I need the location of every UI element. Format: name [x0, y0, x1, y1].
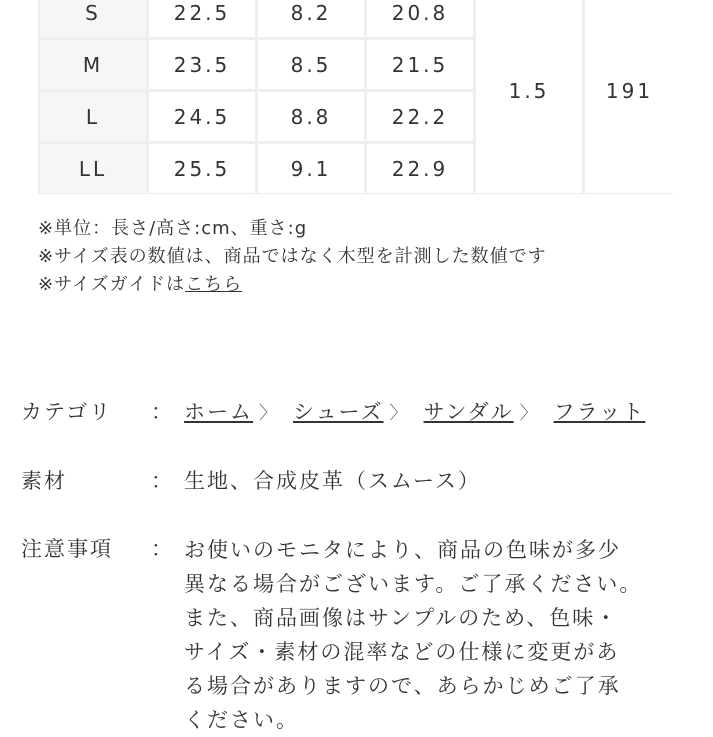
caution-line: 異なる場合がございます。ご了承ください。 — [184, 572, 643, 596]
caution-line: また、商品画像はサンプルのため、色味・ — [184, 606, 619, 630]
measure-note: ※サイズ表の数値は、商品ではなく木型を計測した数値です — [38, 246, 547, 267]
breadcrumb-separator: 〉 — [389, 403, 410, 424]
size-cell-ll: LL — [40, 144, 146, 193]
weight-cell: 191 — [585, 0, 674, 193]
table-cell: 23.5 — [149, 40, 255, 89]
heel-height-cell: 1.5 — [476, 0, 582, 193]
table-cell: 9.1 — [258, 144, 364, 193]
size-cell-l: L — [40, 92, 146, 141]
table-cell: 22.2 — [367, 92, 473, 141]
caution-colon: ： — [151, 537, 174, 561]
size-guide-note — [38, 271, 547, 299]
breadcrumb — [184, 396, 645, 426]
breadcrumb-sandals[interactable]: サンダル — [423, 400, 514, 424]
table-cell: 20.8 — [367, 0, 473, 37]
table-cell: 21.5 — [367, 40, 473, 89]
table-cell: 22.5 — [149, 0, 255, 37]
table-cell: 8.2 — [258, 0, 364, 37]
breadcrumb-home[interactable]: ホーム — [184, 400, 253, 424]
size-notes — [38, 215, 547, 299]
breadcrumb-shoes[interactable]: シューズ — [293, 400, 384, 424]
caution-label: 注意事項 — [21, 537, 113, 561]
size-cell-m: M — [40, 40, 146, 89]
caution-line: お使いのモニタにより、商品の色味が多少 — [184, 538, 621, 562]
table-cell: 8.8 — [258, 92, 364, 141]
material-label: 素材 — [21, 469, 67, 493]
size-guide-prefix: ※サイズガイドは — [38, 274, 186, 295]
caution-line: る場合がありますので、あらかじめご了承 — [184, 674, 621, 698]
breadcrumb-separator: 〉 — [259, 403, 279, 424]
size-table — [38, 0, 674, 194]
category-label: カテゴリ — [21, 400, 113, 424]
table-cell: 22.9 — [367, 144, 473, 193]
breadcrumb-separator: 〉 — [519, 403, 540, 424]
unit-note: ※単位：長さ/高さ:cm、重さ:g — [38, 218, 308, 239]
table-cell: 8.5 — [258, 40, 364, 89]
caution-line: サイズ・素材の混率などの仕様に変更があ — [184, 640, 620, 664]
table-cell: 25.5 — [149, 144, 255, 193]
table-cell: 24.5 — [149, 92, 255, 141]
size-guide-link[interactable]: こちら — [185, 274, 243, 295]
caution-text — [184, 533, 704, 737]
size-cell-s: S — [40, 0, 146, 37]
material-value: 生地、合成皮革（スムース） — [184, 469, 481, 493]
category-colon: ： — [151, 400, 174, 424]
material-colon: ： — [151, 469, 174, 493]
breadcrumb-flat[interactable]: フラット — [553, 400, 646, 424]
caution-line: ください。 — [184, 708, 299, 732]
